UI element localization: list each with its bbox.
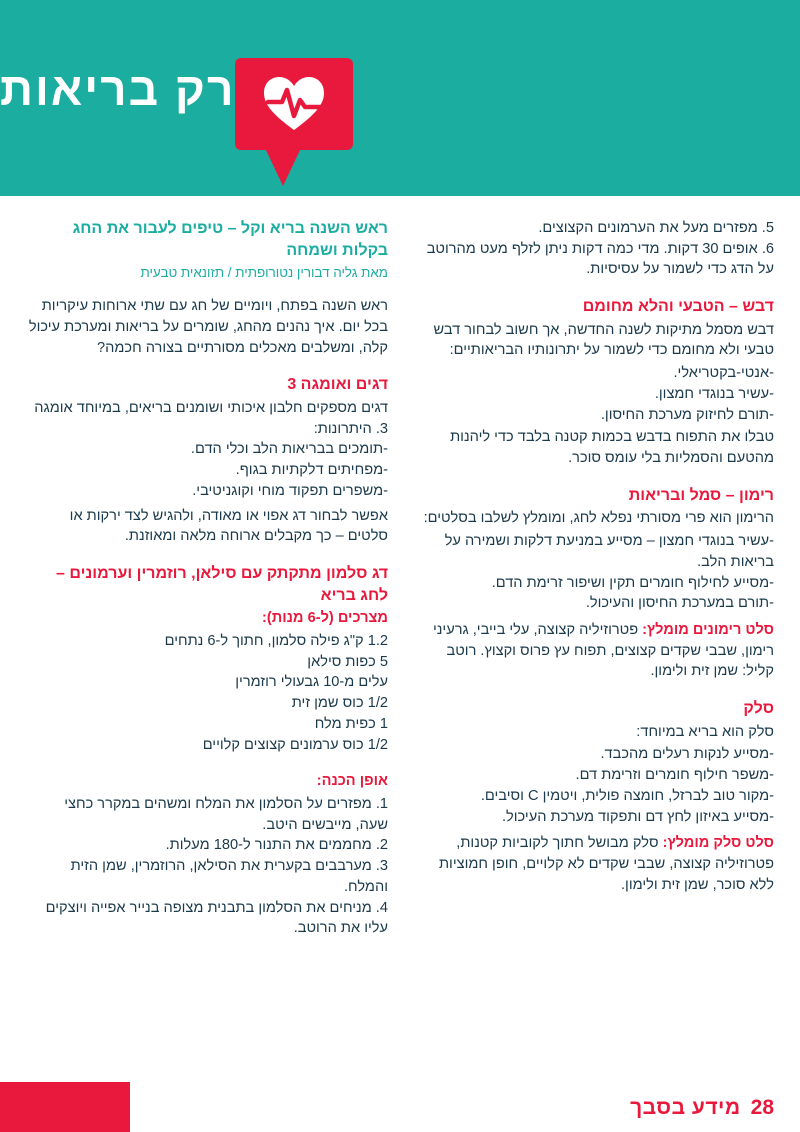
fish-note: אפשר לבחור דג אפוי או מאודה, ולהגיש לצד ירקות או סלטים – כך מקבלים ארוחה מלאה ומאוזנת. [69, 507, 388, 545]
fish-intro: דגים מספקים חלבון איכותי ושומנים בריאים, במיוחד אומגה 3. היתרונות: [34, 399, 388, 437]
pomegranate-salad [414, 620, 774, 682]
fish-benefit: -מפחיתים דלקתיות בגוף. [235, 462, 388, 479]
recipe-step: 2. מחממים את התנור ל-180 מעלות. [165, 837, 388, 854]
recipe-title: דג סלמון מתקתק עם סילאן, רוזמרין וערמונים – לחג בריא [56, 565, 388, 604]
section-title-honey: דבש – הטבעי והלא מחומם [582, 298, 774, 316]
recipe-method-heading: אופן הכנה: [316, 773, 388, 790]
recipe-ingredient: 5 כפות סילאן [307, 653, 388, 670]
page-footer [0, 1082, 800, 1132]
pomegranate-benefit: -עשיר בנוגדי חמצון – מסייע במניעת דלקות ושמירה על בריאות הלב. [444, 533, 774, 570]
beet-intro: סלק הוא בריא במיוחד: [636, 723, 774, 740]
pomegranate-salad-text: פטרוזיליה קצוצה, עלי בייבי, גרעיני רימון, שבבי שקדים קצוצים, תפוח עץ פרוס וקצוץ. רוטב קליל: שמן זית ולימון. [432, 621, 774, 680]
section-recipe [28, 563, 388, 939]
column-secondary [414, 218, 774, 1082]
brand-name: מידע בסבך [630, 1096, 741, 1119]
beet-benefit: -מקור טוב לברזל, חומצה פולית, ויטמין C וסיבים. [480, 787, 774, 804]
article-title: ראש השנה בריא וקל – טיפים לעבור את החג בקלות ושמחה [72, 220, 388, 259]
beet-salad [414, 833, 774, 895]
page-number: 28 [750, 1096, 774, 1119]
article-byline: מאת גליה דבורין נטורופתית / תזונאית טבעית [140, 265, 388, 281]
recipe-steps-overflow [414, 218, 774, 280]
section-honey [414, 296, 774, 469]
recipe-step: 5. מפזרים מעל את הערמונים הקצוצים. [538, 220, 774, 236]
pomegranate-benefit: -תורם במערכת החיסון והעיכול. [585, 595, 774, 612]
honey-benefit: -תורם לחיזוק מערכת החיסון. [600, 406, 774, 423]
page-header [0, 0, 800, 196]
beet-benefit: -משפר חילוף חומרים וזרימת דם. [575, 767, 774, 784]
beet-benefit: -מסייע לנקות רעלים מהכבד. [600, 746, 774, 763]
article-intro: ראש השנה בפתח, ויומיים של חג עם שתי ארוחות עיקריות בכל יום. איך נהנים מהחג, שומרים על בריאות ומערכת עיכול קלה, ומשלבים מאכלים מסורתיים בצורה חכמה? [28, 298, 388, 356]
recipe-step: 3. מערבבים בקערית את הסילאן, הרוזמרין, שמן הזית והמלח. [70, 858, 388, 895]
article-body [0, 196, 800, 1082]
fish-benefit: -תומכים בבריאות הלב וכלי הדם. [190, 441, 388, 458]
heart-pulse-icon [262, 74, 326, 134]
recipe-ingredient: עלים מ-10 גבעולי רוזמרין [235, 674, 388, 691]
section-article-head [28, 218, 388, 358]
recipe-ingredient: 1/2 כוס ערמונים קצוצים קלויים [202, 736, 388, 753]
recipe-step: 4. מניחים את הסלמון בתבנית מצופה בנייר אפייה ויוצקים עליו את הרוטב. [45, 899, 388, 937]
section-pomegranate [414, 485, 774, 682]
section-title-beet: סלק [743, 700, 774, 718]
column-primary [28, 218, 388, 1082]
section-fish [28, 374, 388, 547]
footer-accent-bar [0, 1082, 130, 1132]
honey-intro: דבש מסמל מתיקות לשנה החדשה, אך חשוב לבחור דבש טבעי ולא מחומם כדי לשמור על יתרונותיו הבריאותיים: [433, 321, 774, 359]
honey-benefit: -אנטי-בקטריאלי. [673, 365, 774, 382]
section-title-pomegranate: רימון – סמל ובריאות [628, 486, 774, 504]
recipe-ingredient: 1/2 כוס שמן זית [291, 695, 388, 712]
recipe-ingredient: 1 כפית מלח [314, 715, 388, 732]
honey-benefit: -עשיר בנוגדי חמצון. [654, 385, 774, 402]
section-beet [414, 698, 774, 895]
section-title-fish: דגים ואומגה 3 [287, 376, 388, 394]
pomegranate-intro: הרימון הוא פרי מסורתי נפלא לחג, ומומלץ לשלבו בסלטים: [423, 510, 774, 527]
page-title: רק בריאות [0, 63, 236, 115]
beet-salad-label: סלט סלק מומלץ: [662, 835, 774, 852]
fish-benefit: -משפרים תפקוד מוחי וקוגניטיבי. [192, 482, 388, 499]
honey-note: טבלו את התפוח בדבש בכמות קטנה בלבד כדי ליהנות מהטעם והסמליות בלי עומס סוכר. [450, 429, 774, 467]
brand-logo-badge [235, 58, 353, 150]
footer-brand [630, 1096, 774, 1120]
beet-benefit: -מסייע באיזון לחץ דם ותפקוד מערכת העיכול. [501, 808, 774, 825]
pomegranate-salad-label: סלט רימונים מומלץ: [642, 621, 774, 638]
pomegranate-benefit: -מסייע לחילוף חומרים תקין ושיפור זרימת הדם. [491, 574, 774, 591]
recipe-step: 6. אופים 30 דקות. מדי כמה דקות ניתן לזלף מעט מהרוטב על הדג כדי לשמור על עסיסיות. [426, 240, 774, 278]
recipe-step: 1. מפזרים על הסלמון את המלח ומשהים במקרר כחצי שעה, מייבשים היטב. [64, 795, 388, 833]
recipe-ingredient: 1.2 ק"ג פילה סלמון, חתוך ל-6 נתחים [164, 632, 388, 649]
recipe-ingredients-heading: מצרכים (ל-6 מנות): [262, 610, 388, 627]
beet-salad-text: סלק מבושל חתוך לקוביות קטנות, פטרוזיליה קצוצה, שבבי שקדים לא קלויים, חופן חמוציות ללא סוכר, שמן זית ולימון. [438, 835, 774, 893]
